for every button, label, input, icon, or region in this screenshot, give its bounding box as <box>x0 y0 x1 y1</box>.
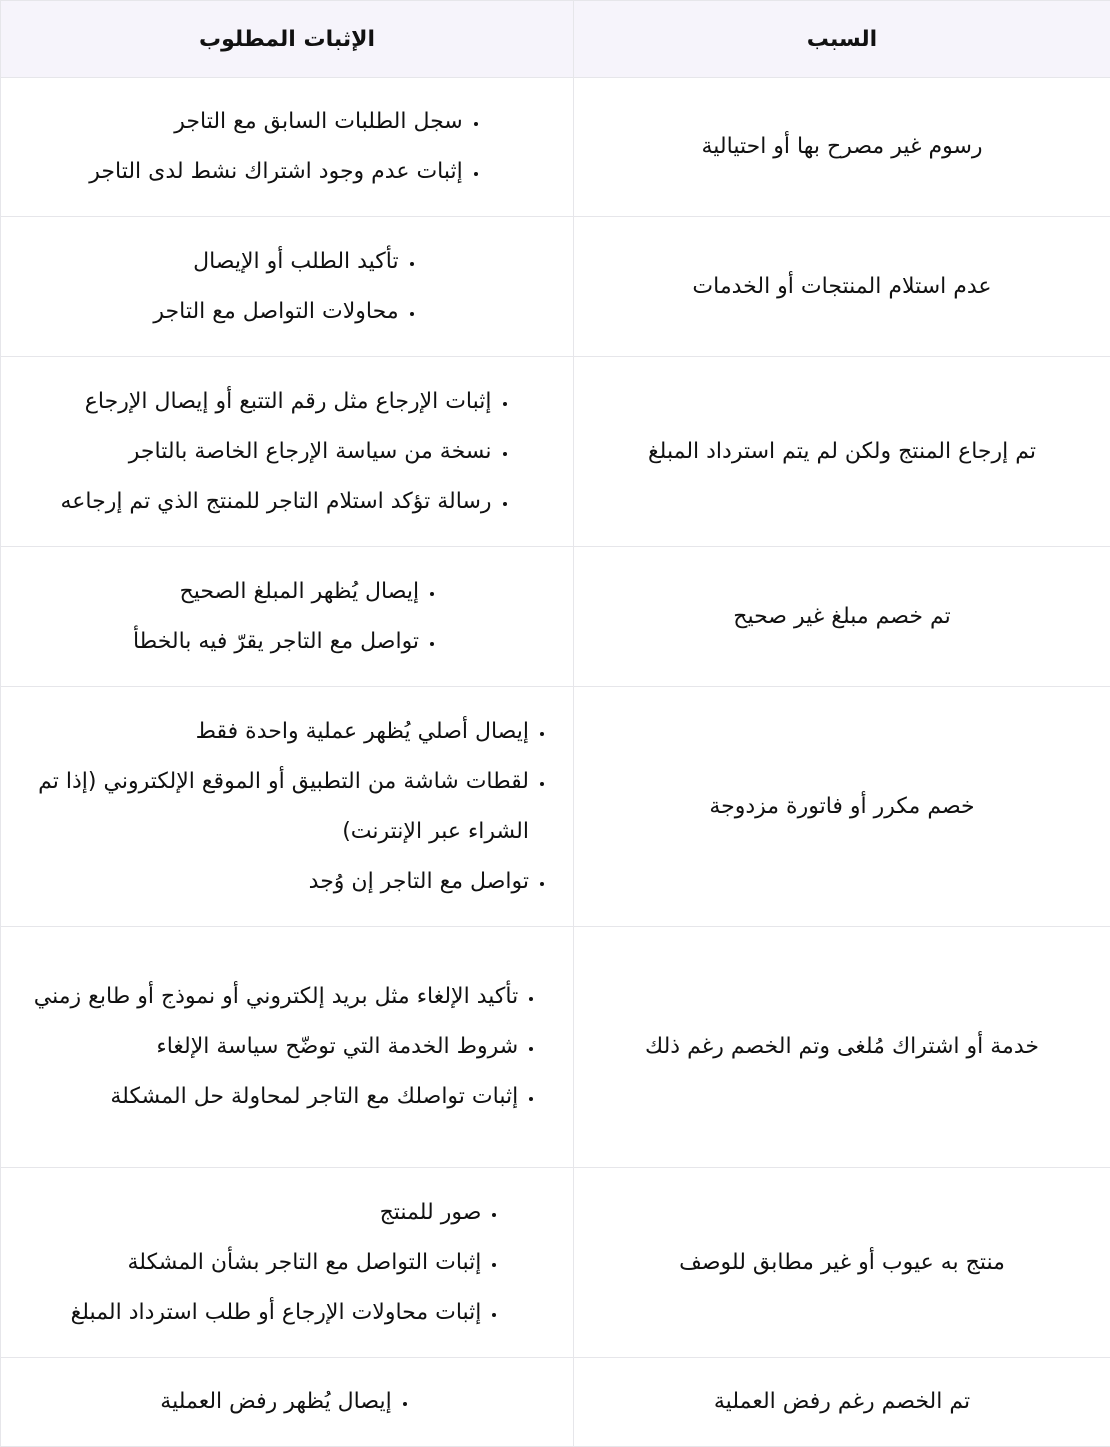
proof-list <box>23 707 551 907</box>
proof-cell <box>1 78 574 217</box>
reason-cell: عدم استلام المنتجات أو الخدمات <box>574 217 1110 357</box>
reason-cell: منتج به عيوب أو غير مطابق للوصف <box>574 1168 1110 1358</box>
proof-item: • إثبات تواصلك مع التاجر لمحاولة حل المشكلة <box>34 1072 518 1122</box>
proof-item: • شروط الخدمة التي توضّح سياسة الإلغاء <box>34 1022 518 1072</box>
proof-item: • تواصل مع التاجر يقرّ فيه بالخطأ <box>133 617 419 667</box>
proof-list <box>133 567 441 667</box>
proof-list <box>60 377 513 527</box>
reason-cell: خصم مكرر أو فاتورة مزدوجة <box>574 687 1110 927</box>
table-row <box>1 1358 1110 1447</box>
proof-cell <box>1 547 574 687</box>
proof-item: • سجل الطلبات السابق مع التاجر <box>89 97 463 147</box>
header-row <box>1 1 1110 78</box>
table-row <box>1 1168 1110 1358</box>
proof-item: • رسالة تؤكد استلام التاجر للمنتج الذي تم إرجاعه <box>60 477 491 527</box>
proof-item: • إثبات عدم وجود اشتراك نشط لدى التاجر <box>89 147 463 197</box>
header-reason: السبب <box>574 1 1110 78</box>
table-row <box>1 927 1110 1168</box>
reason-cell: تم خصم مبلغ غير صحيح <box>574 547 1110 687</box>
reason-cell: رسوم غير مصرح بها أو احتيالية <box>574 78 1110 217</box>
proof-item: • محاولات التواصل مع التاجر <box>153 287 398 337</box>
proof-item: • لقطات شاشة من التطبيق أو الموقع الإلكتروني (إذا تم الشراء عبر الإنترنت) <box>23 757 529 857</box>
proof-item: • صور للمنتج <box>71 1188 482 1238</box>
table-row <box>1 357 1110 547</box>
table-row <box>1 217 1110 357</box>
proof-item: • إثبات الإرجاع مثل رقم التتبع أو إيصال الإرجاع <box>60 377 491 427</box>
proof-cell <box>1 927 574 1168</box>
table-body <box>1 78 1110 1447</box>
proof-item: • نسخة من سياسة الإرجاع الخاصة بالتاجر <box>60 427 491 477</box>
proof-cell <box>1 1168 574 1358</box>
proof-item: • إيصال يُظهر المبلغ الصحيح <box>133 567 419 617</box>
proof-item: • إثبات محاولات الإرجاع أو طلب استرداد المبلغ <box>71 1288 482 1338</box>
proof-list <box>89 97 485 197</box>
reason-cell: تم الخصم رغم رفض العملية <box>574 1358 1110 1447</box>
proof-cell <box>1 687 574 927</box>
proof-item: • تأكيد الإلغاء مثل بريد إلكتروني أو نموذج أو طابع زمني <box>34 972 518 1022</box>
proof-item: • تواصل مع التاجر إن وُجد <box>23 857 529 907</box>
proof-cell <box>1 357 574 547</box>
proof-item: • إيصال يُظهر رفض العملية <box>160 1377 391 1427</box>
reason-cell: تم إرجاع المنتج ولكن لم يتم استرداد المبلغ <box>574 357 1110 547</box>
proof-list <box>153 237 420 337</box>
proof-list <box>34 972 540 1122</box>
proof-item: • إثبات التواصل مع التاجر بشأن المشكلة <box>71 1238 482 1288</box>
table-row <box>1 547 1110 687</box>
proof-cell <box>1 217 574 357</box>
table-row <box>1 687 1110 927</box>
table-header <box>1 1 1110 78</box>
table-row <box>1 78 1110 217</box>
header-proof: الإثبات المطلوب <box>1 1 574 78</box>
reason-cell: خدمة أو اشتراك مُلغى وتم الخصم رغم ذلك <box>574 927 1110 1168</box>
proof-cell <box>1 1358 574 1447</box>
proof-item: • تأكيد الطلب أو الإيصال <box>153 237 398 287</box>
proof-list <box>71 1188 504 1338</box>
proof-list <box>160 1377 413 1427</box>
proof-item: • إيصال أصلي يُظهر عملية واحدة فقط <box>23 707 529 757</box>
